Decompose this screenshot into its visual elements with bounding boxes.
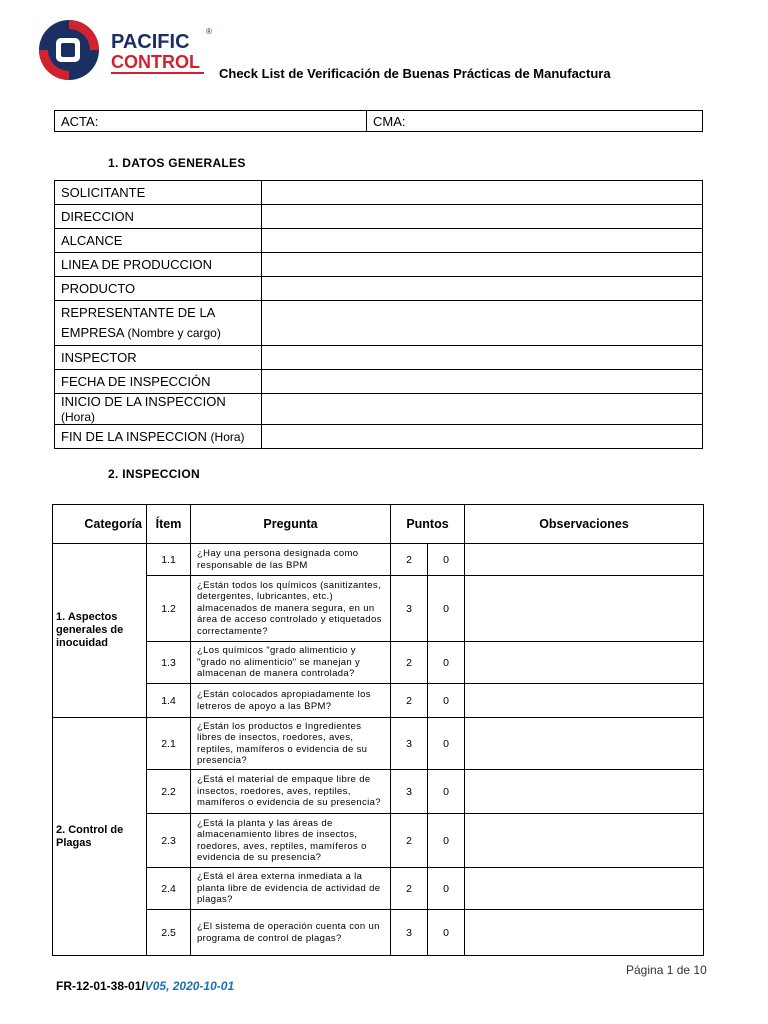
question-text: ¿Están los productos e Ingredientes libres de insectos, roedores, aves, reptiles, mamíferos o evidencia de su presencia? (191, 718, 391, 770)
table-row (55, 205, 703, 229)
table-row (55, 370, 703, 394)
row-label: SOLICITANTE (55, 181, 262, 205)
category-label: 1. Aspectos generales de inocuidad (53, 544, 147, 718)
item-number: 1.2 (147, 576, 191, 642)
row-label: FECHA DE INSPECCIÓN (55, 370, 262, 394)
table-row (53, 770, 704, 814)
datos-generales-table (54, 180, 703, 449)
table-row (55, 346, 703, 370)
form-code-id: FR-12-01-38-01/ (56, 979, 145, 993)
header-categoria: Categoría (53, 505, 147, 544)
table-row (53, 642, 704, 684)
row-note: (Hora) (210, 430, 245, 444)
table-row (53, 814, 704, 868)
table-row (53, 684, 704, 718)
score-field[interactable]: 0 (428, 718, 465, 770)
question-text: ¿Están colocados apropiadamente los letreros de apoyo a las BPM? (191, 684, 391, 718)
score-field[interactable]: 0 (428, 868, 465, 910)
observations-field[interactable] (465, 910, 704, 956)
registered-mark: ® (206, 27, 212, 36)
document-title: Check List de Verificación de Buenas Prácticas de Manufactura (219, 66, 611, 81)
header-item: Ítem (147, 505, 191, 544)
question-text: ¿Está el material de empaque libre de insectos, roedores, aves, reptiles, mamíferos o evidencia de su presencia? (191, 770, 391, 814)
max-points: 3 (391, 718, 428, 770)
row-label: FIN DE LA INSPECCION (61, 429, 207, 444)
table-row (53, 868, 704, 910)
item-number: 2.5 (147, 910, 191, 956)
table-row (55, 277, 703, 301)
row-value-field[interactable] (262, 346, 703, 370)
row-value-field[interactable] (262, 425, 703, 449)
table-row (53, 576, 704, 642)
question-text: ¿Está la planta y las áreas de almacenamiento libres de insectos, roedores, aves, reptiles, mamíferos o evidencia de su presencia? (191, 814, 391, 868)
form-code (56, 979, 234, 993)
inspeccion-table (52, 504, 704, 956)
table-row (53, 910, 704, 956)
row-value-field[interactable] (262, 181, 703, 205)
item-number: 2.4 (147, 868, 191, 910)
acta-field[interactable]: ACTA: (55, 111, 367, 131)
score-field[interactable]: 0 (428, 544, 465, 576)
row-label: LINEA DE PRODUCCION (55, 253, 262, 277)
table-row (55, 425, 703, 449)
observations-field[interactable] (465, 770, 704, 814)
max-points: 2 (391, 642, 428, 684)
row-note: (Nombre y cargo) (127, 326, 221, 340)
question-text: ¿Hay una persona designada como responsable de las BPM (191, 544, 391, 576)
header-observaciones: Observaciones (465, 505, 704, 544)
row-label: INICIO DE LA INSPECCION (61, 394, 226, 409)
company-logo (34, 16, 220, 82)
table-row (55, 394, 703, 425)
form-version: V05, 2020-10-01 (144, 979, 235, 993)
observations-field[interactable] (465, 576, 704, 642)
max-points: 2 (391, 684, 428, 718)
question-text: ¿Los químicos "grado alimenticio y "grado no alimenticio" se manejan y almacenan de manera controlada? (191, 642, 391, 684)
observations-field[interactable] (465, 642, 704, 684)
cma-field[interactable]: CMA: (373, 114, 406, 129)
page-number: Página 1 de 10 (626, 963, 707, 977)
row-value-field[interactable] (262, 394, 703, 425)
category-label: 2. Control de Plagas (53, 718, 147, 956)
score-field[interactable]: 0 (428, 770, 465, 814)
item-number: 1.4 (147, 684, 191, 718)
table-row (55, 301, 703, 346)
max-points: 2 (391, 544, 428, 576)
acta-box (54, 110, 703, 132)
observations-field[interactable] (465, 718, 704, 770)
logo-line1: PACIFIC (111, 31, 190, 53)
row-label: INSPECTOR (55, 346, 262, 370)
score-field[interactable]: 0 (428, 576, 465, 642)
item-number: 1.3 (147, 642, 191, 684)
max-points: 2 (391, 868, 428, 910)
question-text: ¿Está el área externa inmediata a la planta libre de evidencia de actividad de plagas? (191, 868, 391, 910)
table-row (53, 718, 704, 770)
row-label: DIRECCION (55, 205, 262, 229)
row-label: ALCANCE (55, 229, 262, 253)
item-number: 2.3 (147, 814, 191, 868)
score-field[interactable]: 0 (428, 814, 465, 868)
question-text: ¿Están todos los químicos (sanitizantes, detergentes, lubricantes, etc.) almacenados de manera segura, en un área de acceso controlado y etiquetados correctamente? (191, 576, 391, 642)
item-number: 2.2 (147, 770, 191, 814)
row-value-field[interactable] (262, 301, 703, 346)
max-points: 3 (391, 910, 428, 956)
logo-line2: CONTROL (111, 52, 200, 72)
max-points: 2 (391, 814, 428, 868)
row-label: PRODUCTO (55, 277, 262, 301)
header-puntos: Puntos (391, 505, 465, 544)
observations-field[interactable] (465, 814, 704, 868)
row-value-field[interactable] (262, 253, 703, 277)
item-number: 1.1 (147, 544, 191, 576)
row-note: (Hora) (61, 410, 96, 424)
item-number: 2.1 (147, 718, 191, 770)
table-row (55, 229, 703, 253)
question-text: ¿El sistema de operación cuenta con un programa de control de plagas? (191, 910, 391, 956)
max-points: 3 (391, 770, 428, 814)
row-label-cont: EMPRESA (61, 325, 124, 340)
score-field[interactable]: 0 (428, 642, 465, 684)
section1-title: 1. DATOS GENERALES (108, 156, 246, 170)
row-value-field[interactable] (262, 205, 703, 229)
table-row (55, 181, 703, 205)
table-row (55, 253, 703, 277)
header-pregunta: Pregunta (191, 505, 391, 544)
table-header-row (53, 505, 704, 544)
observations-field[interactable] (465, 544, 704, 576)
section2-title: 2. INSPECCION (108, 467, 200, 481)
row-value-field[interactable] (262, 277, 703, 301)
observations-field[interactable] (465, 868, 704, 910)
score-field[interactable]: 0 (428, 684, 465, 718)
max-points: 3 (391, 576, 428, 642)
row-value-field[interactable] (262, 229, 703, 253)
score-field[interactable]: 0 (428, 910, 465, 956)
row-label: REPRESENTANTE DE LA (61, 305, 216, 320)
observations-field[interactable] (465, 684, 704, 718)
table-row (53, 544, 704, 576)
row-value-field[interactable] (262, 370, 703, 394)
